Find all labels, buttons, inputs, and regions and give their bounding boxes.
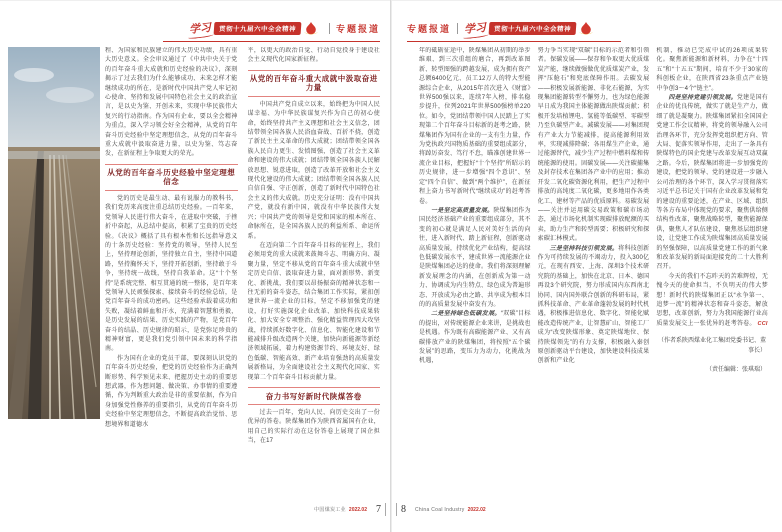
body-paragraph: 四是坚持党建引领发展。党建是国有企业的优良传统，做实了就是生产力，做细了就是凝聚力。陕煤集团紧扣全国国企党建工作会议精神，将党的领导融入公司治理各环节，充分发挥党组织把方向、管大局、促落实领导作用，走出了一条具有陕煤特色的国企党建与改革发展互动双赢之路。今后，陕煤集团将进一步加强党的建设，把党的领导、党的建设进一步融入公司治理的各个环节，深入学习贯彻落实习近平总书记关于国有企业改革发展和党的建设的重要论述，在产业、区域、组织等各方布局中体现党的要求，聚焦供给侧结构性改革，聚焦战略转型，聚焦能源保供，聚焦人才队伍建设，聚焦基层组织建设，让党建工作成为陕煤集团高质量发展的坚强保障，以高质量党建工作的新气象和改革发展的新局面迎接党的二十大胜利召开。 (656, 95, 769, 271)
section-label: 专题报道 (407, 23, 452, 34)
flame-emblem-icon (578, 22, 594, 35)
paragraph-lead: 四是坚持党建引领发展。 (668, 95, 737, 102)
body-paragraph: 平，以更大的政治自觉、行动自觉投身于建设社会主义现代化国家新征程。 (247, 48, 380, 64)
page-8 (391, 0, 782, 532)
footer-bar (385, 503, 386, 516)
end-mark-cci: CCI (757, 320, 768, 327)
banner-ribbon: 贯彻十九届六中全会精神 (214, 22, 302, 35)
text-column (656, 47, 768, 506)
header-divider (457, 23, 458, 34)
flame-emblem-icon (303, 22, 319, 35)
text-column (248, 47, 381, 506)
body-paragraph: 努力争当实现“双碳”目标的示范者和引领者。保碳发展——保存和争取更大优质煤炭产能，继续做强做优优质煤炭产业，发挥“压舱石”和兜底保障作用。去碳发展——积极发展新能源、非化石能源，为实现集团能源转型不懈努力，也为绿色能源早日成为我国主体能源做出陕煤贡献；积极开发培植锂电、氢能等低碳型、零碳型乃至负碳型产业。减碳发展——对集团现有产业大力节能减排，提高能源利用效率，实现减排降碳；各用煤生产企业，通过能源替代，减少生产过程中燃料煤和传统能源的使用。固碳发展——关注碳捕集及封存技术在集团各产业中的应用；推动开发二氧化碳资源化利用，把生产过程中排放的高纯度二氧化碳，更多地用作各类化工、建材等产品的优质原料。易碳发展——关注并运用碳交易政策和碳市场动态，通过市场化机制实现碳排放配额的买卖，助力生产和转型需要；积极研究和探索碳汇林模式。 (537, 48, 650, 243)
text-column (419, 47, 531, 506)
journal-name: 中国煤炭工业 (314, 507, 346, 513)
body-paragraph: 作为国有企业的党员干部，要深刻认识党的百年奋斗历史经验，把党的历史经验作为正确判断形势、科学预见未来、把握历史主动的重要思想武器，作为想问题、做决策、办事情的重要遵循，作为判断重大政治是非的重要依据，作为自身加强党性修养的重要指引，从党的百年奋斗历史经验中坚定理想信念，不断提高政治觉悟、思想境界和道德水 (105, 355, 238, 428)
body-paragraph: 程、为国家和民族建立的伟大历史功绩，具有重大历史意义。全会审议通过了《中共中央关于党的百年奋斗重大成就和历史经验的决议》，深刻揭示了过去我们为什么能够成功、未来怎样才能继续成功的所在，是新时代中国共产党人牢记初心使命、坚持和发展中国特色社会主义的政治宣言，是以史为鉴、开创未来，实现中华民族伟大复兴的行动指南。作为国有企业，要以全会精神为重点，深入学习领会好全会精神，从党的百年奋斗历史经验中坚定理想信念，从党的百年奋斗重大成就中汲取奋进力量，以史为鉴、笃志奋发，在新征程上争取更大的荣光。 (105, 48, 238, 158)
body-paragraph: 在迈向第二个百年奋斗目标的征程上，我们必须用党的重大成就来鼓舞斗志、明确方向、凝聚力量，坚定不移从党的百年奋斗重大成就中坚定历史自信、汲取奋进力量，面对新形势、新变化、新挑战，我们要以昂扬振奋的精神状态和一往无前的奋斗姿态，结合集团工作实际，紧扣创建世界一流企业的目标，坚定不移加强党的建设，打好实施深化企业改革、加快科技成果转化、加大安全专项整治、强化精益管理四大攻坚战，持续抓好数字化、信息化、智能化建设和节能减排升级改造两个关键，加快向新能源等新经济领域拓展，着力构建资源节约、环境友好、绿色低碳、智能高效、新产业培育强劲的高质量发展新格局，为全面建设社会主义现代化国家、实现第二个百年奋斗目标贡献力量。 (247, 242, 380, 381)
section-heading: 从党的百年奋斗历史经验中坚定理想信念 (105, 164, 238, 191)
section-heading: 从党的百年奋斗重大成就中汲取奋进力量 (248, 70, 381, 97)
body-paragraph: 三是坚持科技引领发展。将科技创新作为可持续发展的不竭动力，投入300亿元，在现有西安、上海、深圳3个技术研究院的基础上，加快在北京、日本、德国再设3个研究院，努力形成国内东西南北协同、国内国外联合创新的科研布局，紧抓科技革命、产业革命蓬勃发展的时代机遇，积极推进信息化、数字化、智能化赋能改造传统产业，让智慧矿山、智能工厂成为“改变陕煤形象、奠定陕煤地位、保持陕煤领先”的有力支撑，积极融入秦创原创新驱动平台建设，加快建设科技成果创新和产业化 (537, 245, 650, 365)
paragraph-lead: 二是坚持绿色低碳发展。 (431, 311, 501, 318)
body-paragraph: 过去一百年，党向人民、向历史交出了一份优异的答卷。陕煤集团作为陕西省属国有企业，用自己的实际行动在这份答卷上展现了国企担当，在17 (247, 410, 380, 445)
journal-name: China Coal Industry (415, 506, 465, 513)
page-footer (396, 503, 486, 516)
text-column (538, 47, 650, 506)
issue-number: 2022.02 (467, 506, 486, 513)
page-number: 8 (401, 504, 406, 515)
text-column (105, 47, 238, 506)
header-rule (163, 41, 380, 42)
editor-credit: （责任编辑：张琪瑞） (706, 367, 767, 373)
page-header (189, 18, 380, 38)
page-footer (314, 503, 386, 516)
paragraph-lead: 三是坚持科技引领发展。 (549, 245, 619, 252)
body-paragraph: 二是坚持绿色低碳发展。“双碳”目标的提出，对传统能源企业来讲，是挑战也是机遇。作为既有高碳能源产业、又有高碳排放产业的陕煤集团，将按照“五个碳发展”的思路，变压力为动力，化挑战为机遇， (419, 311, 531, 365)
body-paragraph: 中国共产党自成立以来，始终把为中国人民谋幸福、为中华民族谋复兴作为自己的初心使命，始终坚持共产主义理想和社会主义信念，团结带领全国各族人民浴血奋战、百折不挠，创造了新民主主义革命的伟大成就；团结带领全国各族人民自力更生、发愤图强，创造了社会主义革命和建设的伟大成就；团结带领全国各族人民解放思想、锐意进取，创造了改革开放和社会主义现代化建设的伟大成就；团结带领全国各族人民自信自强、守正创新，创造了新时代中国特色社会主义的伟大成就。历史充分证明：没有中国共产党，就没有新中国，就没有中华民族伟大复兴；中国共产党的领导是党和国家的根本所在、命脉所在，是全国各族人民的利益所系、命运所系。 (247, 101, 380, 240)
banner-ribbon: 贯彻十九届六中全会精神 (489, 22, 577, 35)
body-paragraph: 党的历史是最生动、最有说服力的教科书，我们党历来高度注重总结历史经验。一百年来，党领导人民进行伟大奋斗，在进取中突破，于挫折中奋起，从总结中提高，积累了宝贵的历史经验。《决议》概括了具有根本性和长远指导意义的十条历史经验：坚持党的领导，坚持人民至上，坚持理论创新，坚持独立自主，坚持中国道路，坚持胸怀天下，坚持开拓创新，坚持敢于斗争，坚持统一战线，坚持自我革命。这“十个坚持”是系统完整、相互贯通的统一整体，是百年来党领导人民顽强探索、接续奋斗的经验总结，是党百年奋斗的成功密码。这些经验承载着成功和失败，凝结着鲜血和汗水，充满着智慧和勇毅，是历史发展的结果、历史实践的产物，是党百年奋斗的结晶、历史规律的昭示，是党弥足珍贵的精神财富，更是我们党引领中国未来的科学指南。 (105, 195, 238, 353)
body-paragraph: 机制，推动已完成中试的26项成果转化。聚焦新能源和新材料，力争在“十四五”和“十五五”期间，培育不少于30家的科创板企业，在陕西省23条重点产业链中争创3～4个“链主”。 (656, 48, 769, 92)
page-header (407, 18, 598, 38)
railway-photo (8, 47, 100, 419)
section-label: 专题报道 (335, 23, 380, 34)
author-byline: （作者系陕西煤业化工集团党委书记、董事长） (658, 338, 767, 354)
study-script-label: 学习 (463, 19, 487, 37)
right-page-text (419, 47, 768, 506)
body-paragraph: 一是坚定高质量发展。陕煤集团作为国民经济基础产业的重要组成部分，其不变的初心就是满足人民对美好生活的向往，进入新时代、踏上新征程，创新驱动高质量发展，持续优化产业结构，提高绿色低碳发展水平，建成世界一流能源企业是陕煤集团必达的使命。我们将深刻理解新发展理念的内涵，在创新成为第一动力、协调成为内生特点、绿色成为普遍形态、开放成为必由之路、共享成为根本目的的高质量发展中奋发有为。 (419, 207, 531, 308)
body-paragraph: 年的砥砺征途中，陕煤集团从初期的举步维艰、到三次重组的磨合，再到改革图新、转型图强的跨越发展，成为拥有资产总额6400亿元、员工12万人的特大型能源综合企业，从2015年首次进入《财富》世界500强以来，连续7年入榜，排名稳步提升，位列2021年世界500强榜单220位。如今，党团结带领中国人民踏上了实现第二个百年奋斗目标新的赶考之路，陕煤集团作为国有企业的一支有生力量，作为党执政兴国物质基础的重要组成部分，将踔厉奋发、笃行不怠，瞄准创建世界一流企业目标，把握好“十个坚持”所昭示的历史规律，进一步增强“四个意识”、坚定“四个自信”、做到“两个维护”，在新征程上奋力书写新时代“继续成功”的赶考答卷。 (419, 48, 531, 205)
page-number: 7 (376, 504, 381, 515)
issue-number: 2022.02 (348, 506, 367, 513)
paragraph-lead: 一是坚定高质量发展。 (431, 207, 494, 214)
body-paragraph: 今天的我们不忘昨天的苦难辉煌，无愧今天的使命担当，不负明天的伟大梦想！新时代的陕煤集团正以“永争第一、追梦一流”的精神状态和奋斗姿态，解放思想，改革创新，努力为我国能源行业高质量发展交上一张优异的赶考答卷。 CCI (656, 273, 769, 327)
header-rule (407, 41, 621, 42)
footer-bar (396, 503, 397, 516)
left-page-text (105, 47, 380, 506)
section-heading: 奋力书写好新时代陕煤答卷 (248, 387, 381, 405)
header-divider (329, 23, 330, 34)
study-script-label: 学习 (188, 19, 212, 37)
